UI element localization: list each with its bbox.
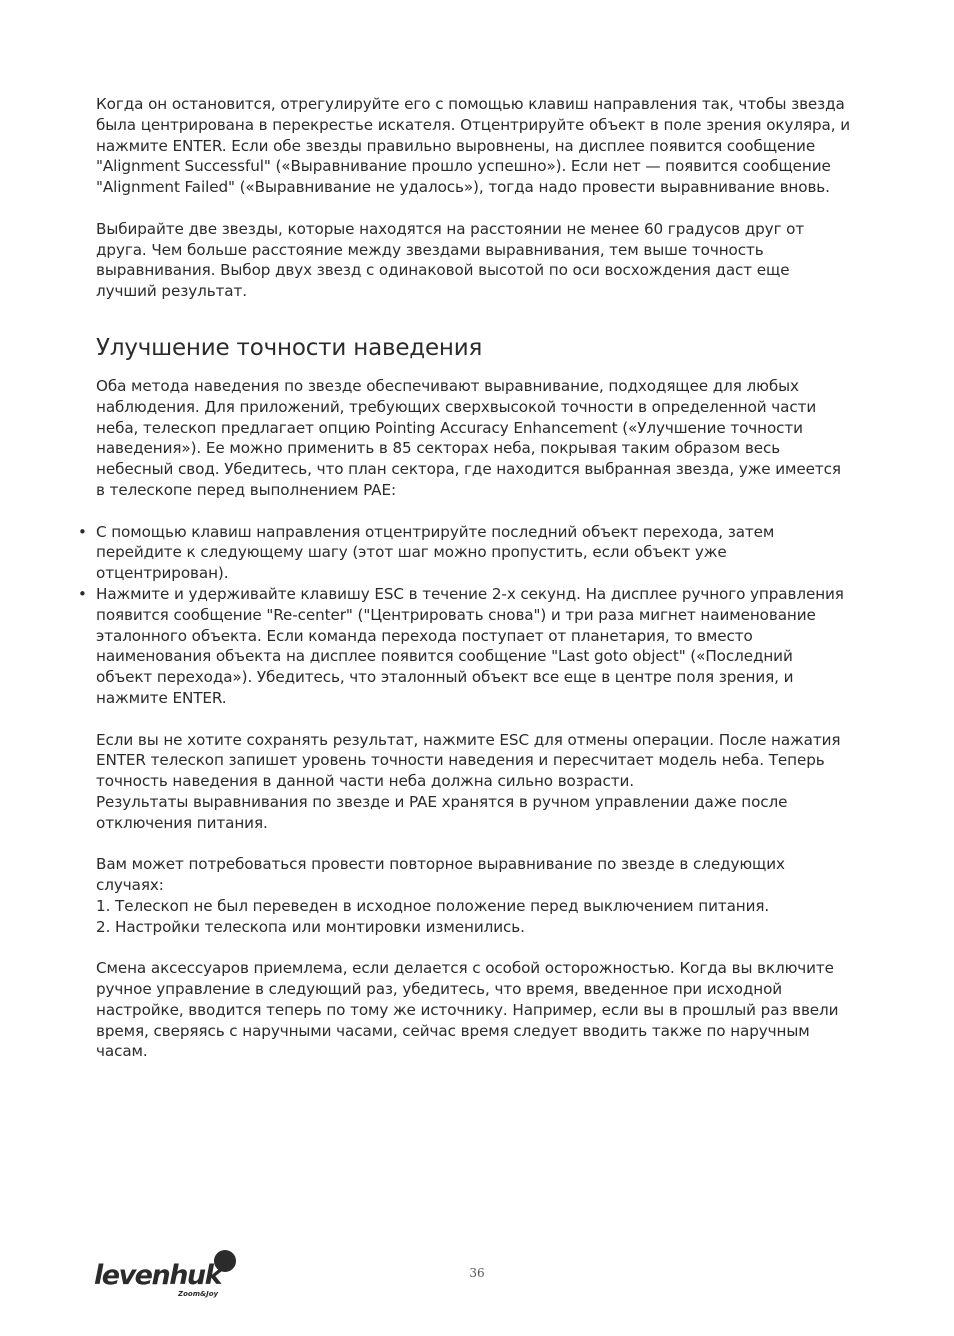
list-item — [78, 522, 896, 584]
paragraph-pae-intro — [96, 376, 896, 501]
text-line: Оба метода наведения по звезде обеспечивают выравнивание, подходящее для любых — [96, 376, 799, 395]
list-item — [78, 584, 896, 709]
text-line: 1. Телескоп не был переведен в исходное положение перед выключением питания. — [96, 896, 770, 915]
text-line: Смена аксессуаров приемлема, если делается с особой осторожностью. Когда вы включите — [96, 959, 834, 978]
text-line: Когда он остановится, отрегулируйте его с помощью клавиш направления так, чтобы звезда — [96, 95, 845, 113]
text-line: Если вы не хотите сохранять результат, нажмите ESC для отмены операции. После нажатия — [96, 730, 841, 749]
text-line: выравнивания. Выбор двух звезд с одинаковой высотой по оси восхождения даст еще — [96, 261, 790, 280]
text-line: 2. Настройки телескопа или монтировки изменились. — [96, 917, 525, 936]
text-line: перейдите к следующему шагу (этот шаг можно пропустить, если объект уже — [96, 543, 727, 562]
text-line: отключения питания. — [96, 813, 268, 832]
text-line: Нажмите и удерживайте клавишу ESC в течение 2-х секунд. На дисплее ручного управления — [96, 584, 844, 603]
text-line: объект перехода»). Убедитесь, что эталонный объект все еще в центре поля зрения, и — [96, 668, 794, 687]
text-line: "Alignment Successful" («Выравнивание прошло успешно»). Если нет — появится сообщение — [96, 157, 831, 176]
page-number: 36 — [469, 1266, 485, 1280]
text-line: время, сверяясь с наручными часами, сейчас время следует вводить также по наручным — [96, 1021, 810, 1040]
text-line: точность наведения в данной части неба должна сильно возрасти. — [96, 772, 634, 791]
paragraph-accessories — [96, 958, 896, 1062]
text-line: эталонного объекта. Если команда перехода поступает от планетария, то вместо — [96, 626, 753, 645]
text-line: Выбирайте две звезды, которые находятся на расстоянии не менее 60 градусов друг от — [96, 219, 805, 238]
logo-tagline: Zoom&Joy — [178, 1290, 219, 1298]
text-line: ручное управление в следующий раз, убедитесь, что время, введенное при исходной — [96, 980, 783, 999]
paragraph-realignment-cases — [96, 854, 896, 937]
bullet-list — [78, 522, 896, 709]
text-line: настройке, вводится теперь по тому же источнику. Например, если вы в прошлый раз ввели — [96, 1000, 839, 1019]
paragraph-save-result — [96, 730, 896, 834]
text-line: в телескопе перед выполнением PAE: — [96, 480, 396, 499]
text-line: наименования объекта на дисплее появится сообщение "Last goto object" («Последний — [96, 647, 793, 666]
text-line: наблюдения. Для приложений, требующих сверхвысокой точности в определенной части — [96, 397, 817, 416]
page-content — [78, 94, 896, 1062]
paragraph-star-selection — [96, 219, 896, 302]
text-line: С помощью клавиш направления отцентрируйте последний объект перехода, затем — [96, 522, 775, 541]
text-line: неба, телескоп предлагает опцию Pointing Accuracy Enhancement («Улучшение точности — [96, 418, 803, 437]
text-line: небесный свод. Убедитесь, что план сектора, где находится выбранная звезда, уже имеется — [96, 460, 841, 479]
text-line: часам. — [96, 1042, 148, 1061]
text-line: отцентрирован). — [96, 564, 229, 583]
text-line: наведения»). Ее можно применить в 85 секторах неба, покрывая таким образом весь — [96, 439, 781, 458]
text-line: была центрирована в перекрестье искателя. Отцентрируйте объект в поле зрения окуляра, и — [96, 115, 850, 134]
text-line: "Alignment Failed" («Выравнивание не удалось»), тогда надо провести выравнивание вновь. — [96, 178, 830, 197]
text-line: ENTER телескоп запишет уровень точности наведения и пересчитает модель неба. Теперь — [96, 751, 825, 770]
logo-wordmark: levenhuk — [94, 1260, 222, 1291]
bullet-icon: • — [78, 522, 87, 541]
text-line: лучший результат. — [96, 282, 247, 301]
text-line: появится сообщение "Re-center" ("Центрировать снова") и три раза мигнет наименование — [96, 605, 816, 624]
text-line: друга. Чем больше расстояние между звездами выравнивания, тем выше точность — [96, 240, 764, 259]
section-heading: Улучшение точности наведения — [96, 334, 483, 361]
text-line: случаях: — [96, 876, 164, 895]
paragraph-alignment-result — [96, 94, 896, 198]
text-line: нажмите ENTER. — [96, 688, 227, 707]
text-line: Результаты выравнивания по звезде и PAE хранятся в ручном управлении даже после — [96, 792, 788, 811]
text-line: нажмите ENTER. Если обе звезды правильно выровнены, на дисплее появится сообщение — [96, 136, 816, 155]
text-line: Вам может потребоваться провести повторное выравнивание по звезде в следующих — [96, 855, 785, 874]
bullet-icon: • — [78, 584, 87, 603]
